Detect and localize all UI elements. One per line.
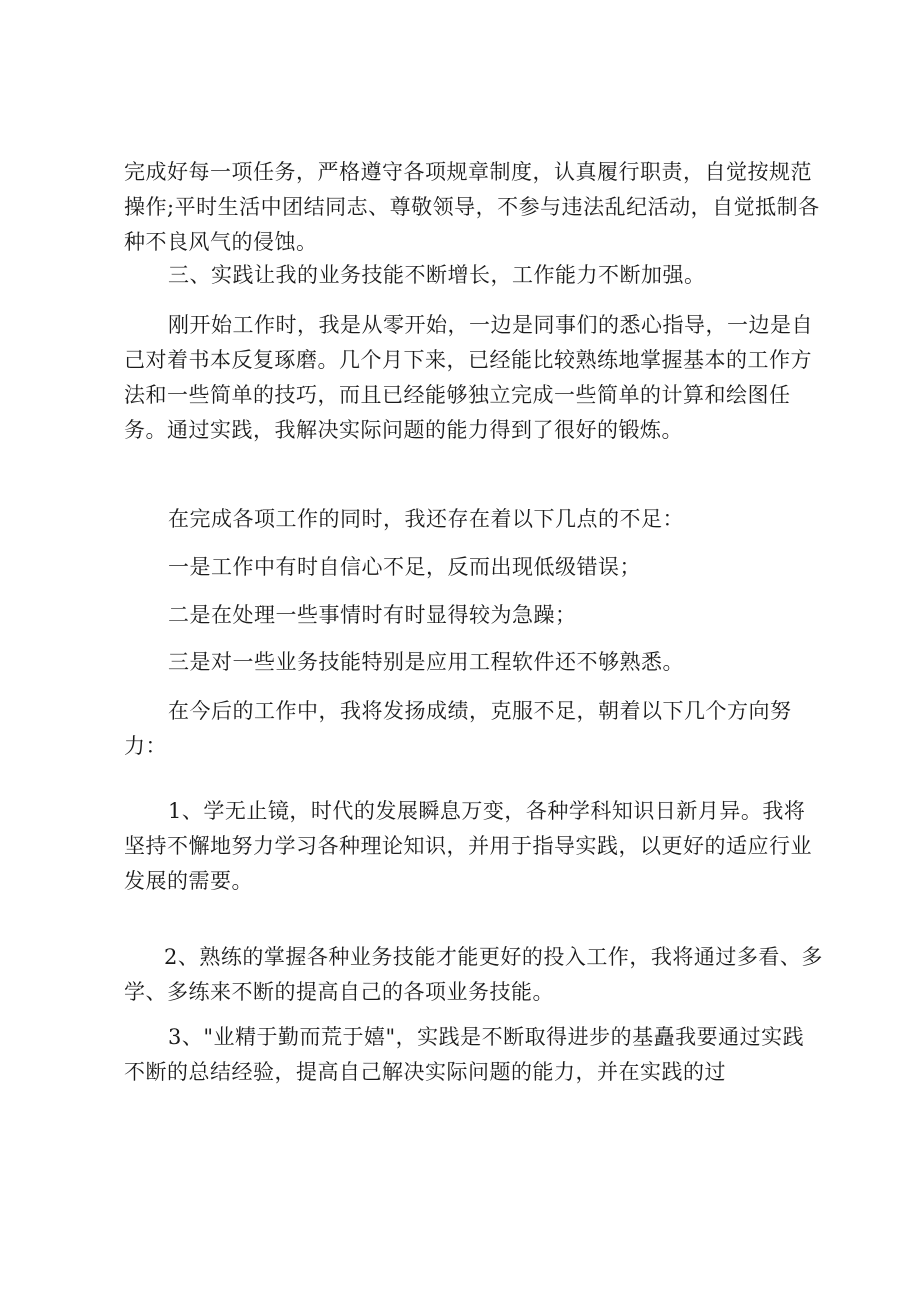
paragraph-4: 在完成各项工作的同时，我还存在着以下几点的不足： xyxy=(168,507,684,531)
paragraph-2-heading: 三、实践让我的业务技能不断增长，工作能力不断加强。 xyxy=(168,263,706,287)
paragraph-8: 在今后的工作中，我将发扬成绩，克服不足，朝着以下几个方向努力： xyxy=(124,699,792,758)
paragraph-9: 1、学无止镜，时代的发展瞬息万变，各种学科知识日新月异。我将坚持不懈地努力学习各种理论知识，并用于指导实践，以更好的适应行业发展的需要。 xyxy=(124,799,812,893)
paragraph-10: 2、熟练的掌握各种业务技能才能更好的投入工作，我将通过多看、多学、多练来不断的提高自己的各项业务技能。 xyxy=(124,945,823,1004)
paragraph-6: 二是在处理一些事情时有时显得较为急躁； xyxy=(168,603,577,627)
paragraph-3: 刚开始工作时，我是从零开始，一边是同事们的悉心指导，一边是自己对着书本反复琢磨。几个月下来，已经能比较熟练地掌握基本的工作方法和一些简单的技巧，而且已经能够独立完成一些简单的计算和绘图任务。通过实践，我解决实际问题的能力得到了很好的锻炼。 xyxy=(124,313,813,442)
paragraph-1: 完成好每一项任务，严格遵守各项规章制度，认真履行职责，自觉按规范操作;平时生活中团结同志、尊敬领导，不参与违法乱纪活动，自觉抵制各种不良风气的侵蚀。 xyxy=(124,160,820,254)
paragraph-7: 三是对一些业务技能特别是应用工程软件还不够熟悉。 xyxy=(168,650,684,674)
paragraph-5: 一是工作中有时自信心不足，反而出现低级错误； xyxy=(168,555,641,579)
paragraph-11: 3、"业精于勤而荒于嬉"，实践是不断取得进步的基矗我要通过实践不断的总结经验，提高自己解决实际问题的能力，并在实践的过 xyxy=(124,1025,805,1084)
